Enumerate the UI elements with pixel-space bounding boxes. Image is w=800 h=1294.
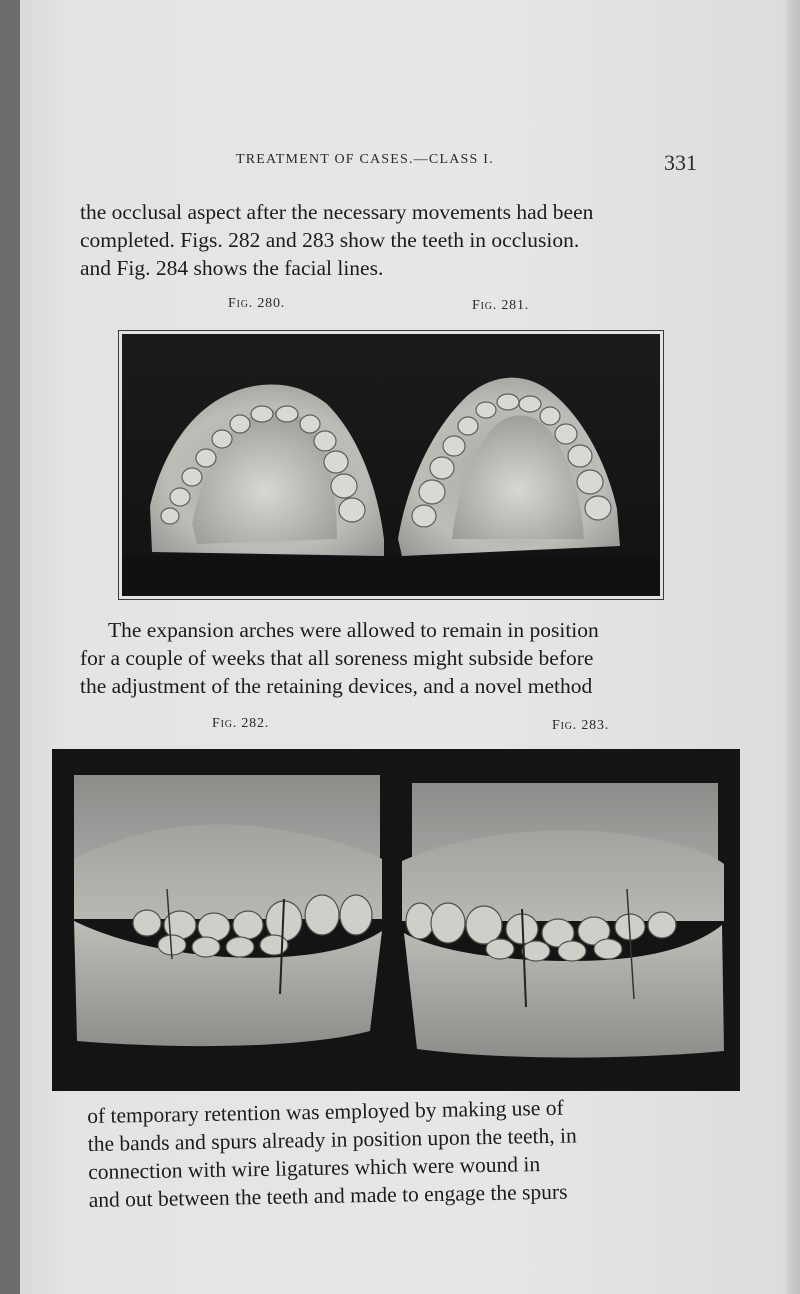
text-line: of temporary retention was employed by making use of bbox=[87, 1095, 564, 1128]
text-line: and out between the teeth and made to engage the spurs bbox=[88, 1179, 568, 1212]
running-head: TREATMENT OF CASES.—CLASS I. bbox=[236, 152, 494, 167]
figure-282-label: Fig. 282. bbox=[212, 716, 270, 731]
text-line: The expansion arches were allowed to remain in position bbox=[108, 618, 599, 642]
figure-281-label: Fig. 281. bbox=[472, 298, 530, 313]
figure-280-281-photo bbox=[122, 334, 660, 596]
text-line: connection with wire ligatures which were wound in bbox=[88, 1152, 541, 1184]
page-number: 331 bbox=[664, 150, 697, 175]
occlusion-model-right bbox=[402, 783, 724, 1058]
paragraph-middle bbox=[80, 616, 599, 700]
occlusion-model-left bbox=[74, 775, 382, 1046]
page-edge-shadow bbox=[786, 0, 800, 1294]
paragraph-top bbox=[80, 198, 593, 282]
text-line: and Fig. 284 shows the facial lines. bbox=[80, 256, 384, 280]
figure-280-label: Fig. 280. bbox=[228, 296, 286, 311]
text-line: the bands and spurs already in position upon the teeth, in bbox=[87, 1123, 577, 1156]
text-line: for a couple of weeks that all soreness might subside before bbox=[80, 646, 594, 670]
text-line: completed. Figs. 282 and 283 show the teeth in occlusion. bbox=[80, 228, 580, 252]
figure-282-283-photo bbox=[52, 749, 740, 1091]
paragraph-bottom bbox=[87, 1093, 578, 1214]
text-line: the occlusal aspect after the necessary movements had been bbox=[80, 200, 594, 224]
text-line: the adjustment of the retaining devices, and a novel method bbox=[80, 674, 593, 698]
figure-283-label: Fig. 283. bbox=[552, 718, 610, 733]
